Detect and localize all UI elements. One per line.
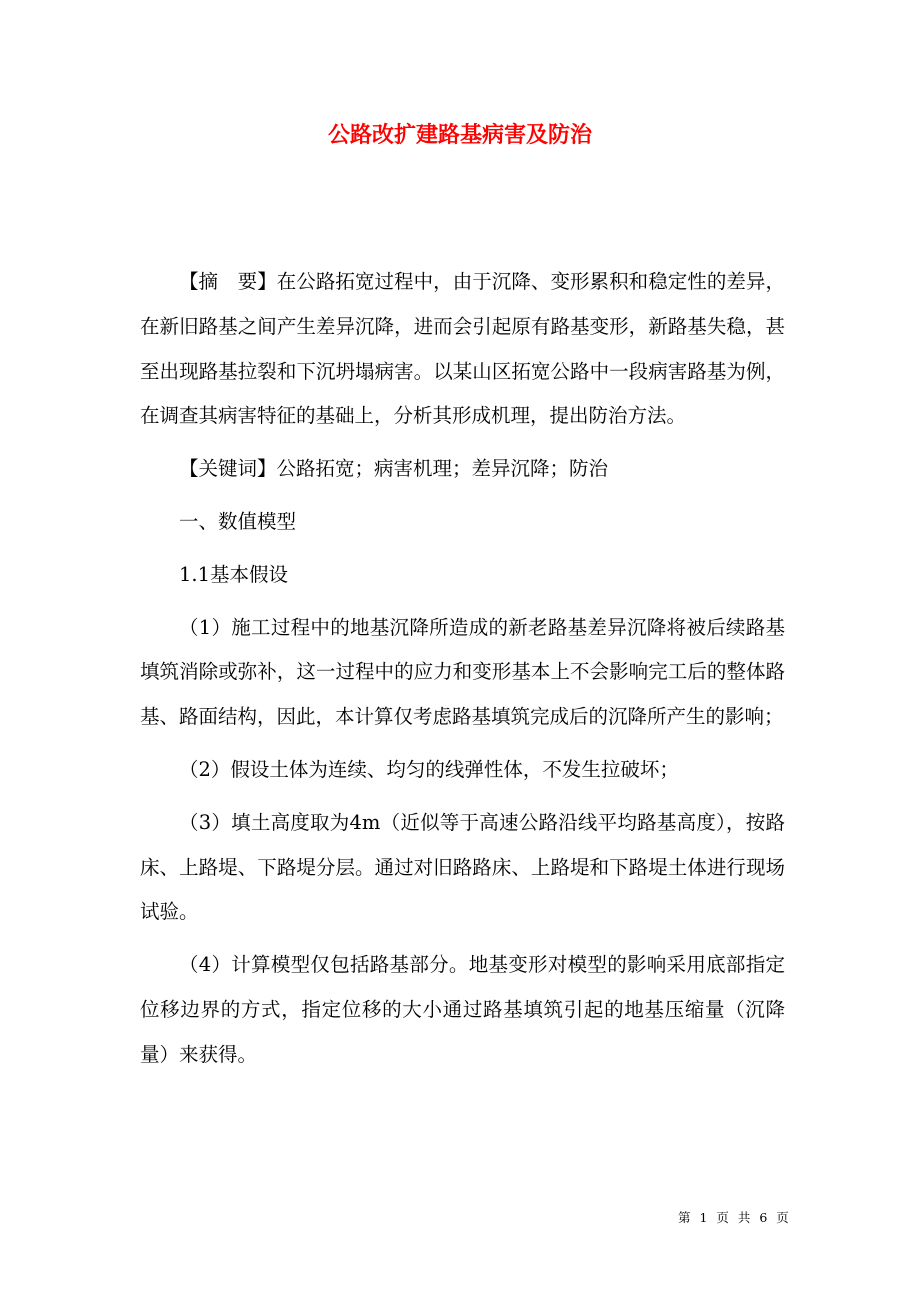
assumption-4: （4）计算模型仅包括路基部分。地基变形对模型的影响采用底部指定位移边界的方式，指定位移的大小通过路基填筑引起的地基压缩量（沉降量）来获得。 [140,953,785,1066]
document-body [140,260,785,1086]
keywords-paragraph: 【关键词】公路拓宽；病害机理；差异沉降；防治 [179,457,609,481]
abstract-paragraph: 【摘 要】在公路拓宽过程中，由于沉降、变形累积和稳定性的差异，在新旧路基之间产生差异沉降，进而会引起原有路基变形，新路基失稳，甚至出现路基拉裂和下沉坍塌病害。以某山区拓宽公路中一段病害路基为例，在调查其病害特征的基础上，分析其形成机理，提出防治方法。 [140,270,785,428]
document-title: 公路改扩建路基病害及防治 [327,122,592,148]
assumption-1: （1）施工过程中的地基沉降所造成的新老路基差异沉降将被后续路基填筑消除或弥补，这一过程中的应力和变形基本上不会影响完工后的整体路基、路面结构，因此，本计算仅考虑路基填筑完成后的沉降所产生的影响； [140,615,785,729]
section-heading: 一、数值模型 [179,509,297,533]
assumption-3: （3）填土高度取为4m（近似等于高速公路沿线平均路基高度），按路床、上路堤、下路堤分层。通过对旧路路床、上路堤和下路堤土体进行现场试验。 [140,810,785,924]
subsection-heading: 1.1基本假设 [179,562,289,586]
page-footer: 第 1 页 共 6 页 [678,1210,790,1225]
assumption-2: （2）假设土体为连续、均匀的线弹性体，不发生拉破坏； [179,757,679,781]
